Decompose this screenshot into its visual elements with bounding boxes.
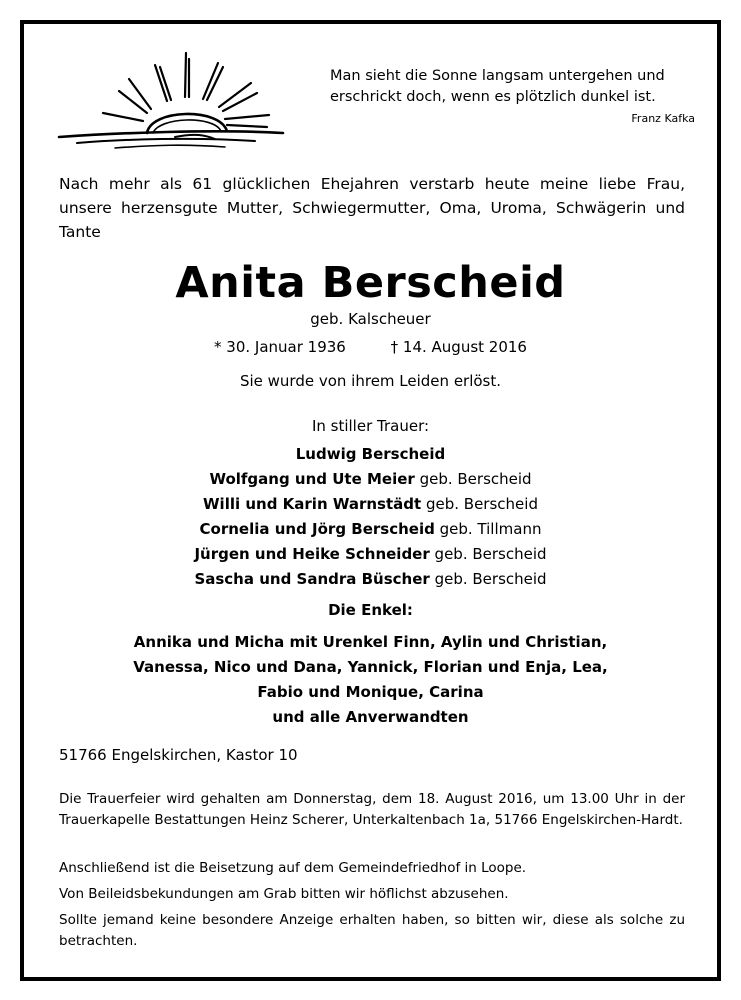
mourner-line: [24, 467, 717, 492]
grandchildren-line: Fabio und Monique, Carina: [257, 683, 484, 701]
death-date: † 14. August 2016: [390, 338, 527, 356]
obituary-frame: [20, 20, 721, 981]
mourner-suffix: geb. Berscheid: [419, 470, 532, 488]
grandchildren-line: Annika und Micha mit Urenkel Finn, Aylin und Christian,: [133, 633, 608, 651]
mourner-line: [24, 567, 717, 592]
relief-sentence: Sie wurde von ihrem Leiden erlöst.: [239, 372, 502, 390]
grandchildren-heading: Die Enkel:: [328, 601, 413, 619]
sunset-icon: [55, 49, 285, 149]
grandchildren-line: Vanessa, Nico und Dana, Yannick, Florian und Enja, Lea,: [133, 658, 608, 676]
mourner-suffix: geb. Berscheid: [434, 570, 547, 588]
mourner-names: Jürgen und Heike Schneider: [194, 545, 430, 563]
funeral-service-info: Die Trauerfeier wird gehalten am Donnerstag, dem 18. August 2016, um 13.00 Uhr in der Trauerkapelle Bestattungen Heinz Scherer, Unterkaltenbach 1a, 51766 Engelskirchen-Hardt.: [59, 791, 685, 828]
family-address: 51766 Engelskirchen, Kastor 10: [59, 746, 298, 764]
mourner-names: Ludwig Berscheid: [295, 445, 446, 463]
grandchildren-line: und alle Anverwandten: [272, 708, 469, 726]
mourner-line: [24, 492, 717, 517]
quote-author: Franz Kafka: [631, 112, 695, 125]
kafka-quote: [330, 66, 690, 108]
mourner-names: Willi und Karin Warnstädt: [203, 495, 422, 513]
notice-note: Sollte jemand keine besondere Anzeige erhalten haben, so bitten wir, diese als solche zu betrachten.: [59, 912, 685, 949]
mourners-list: [24, 442, 717, 592]
mourning-heading: In stiller Trauer:: [311, 417, 430, 435]
mourner-suffix: geb. Berscheid: [434, 545, 547, 563]
quote-line-2: erschrickt doch, wenn es plötzlich dunkel ist.: [330, 89, 656, 105]
mourner-suffix: geb. Tillmann: [439, 520, 542, 538]
grandchildren-list: [24, 630, 717, 730]
quote-line-1: Man sieht die Sonne langsam untergehen und: [330, 68, 665, 84]
mourner-line: [24, 517, 717, 542]
mourner-suffix: geb. Berscheid: [425, 495, 538, 513]
mourner-names: Wolfgang und Ute Meier: [209, 470, 415, 488]
mourner-names: Sascha und Sandra Büscher: [194, 570, 430, 588]
life-dates: [24, 338, 717, 356]
birth-name: geb. Kalscheuer: [310, 310, 431, 328]
burial-info: Anschließend ist die Beisetzung auf dem Gemeindefriedhof in Loope.: [59, 860, 527, 876]
deceased-name: Anita Berscheid: [175, 258, 566, 308]
birth-date: * 30. Januar 1936: [214, 338, 346, 356]
condolence-note: Von Beileidsbekundungen am Grab bitten wir höflichst abzusehen.: [59, 886, 509, 902]
mourner-names: Cornelia und Jörg Berscheid: [199, 520, 435, 538]
mourner-line: [24, 542, 717, 567]
intro-text: Nach mehr als 61 glücklichen Ehejahren verstarb heute meine liebe Frau, unsere herzensgute Mutter, Schwiegermutter, Oma, Uroma, Schwägerin und Tante: [59, 175, 685, 241]
mourner-line: [24, 442, 717, 467]
